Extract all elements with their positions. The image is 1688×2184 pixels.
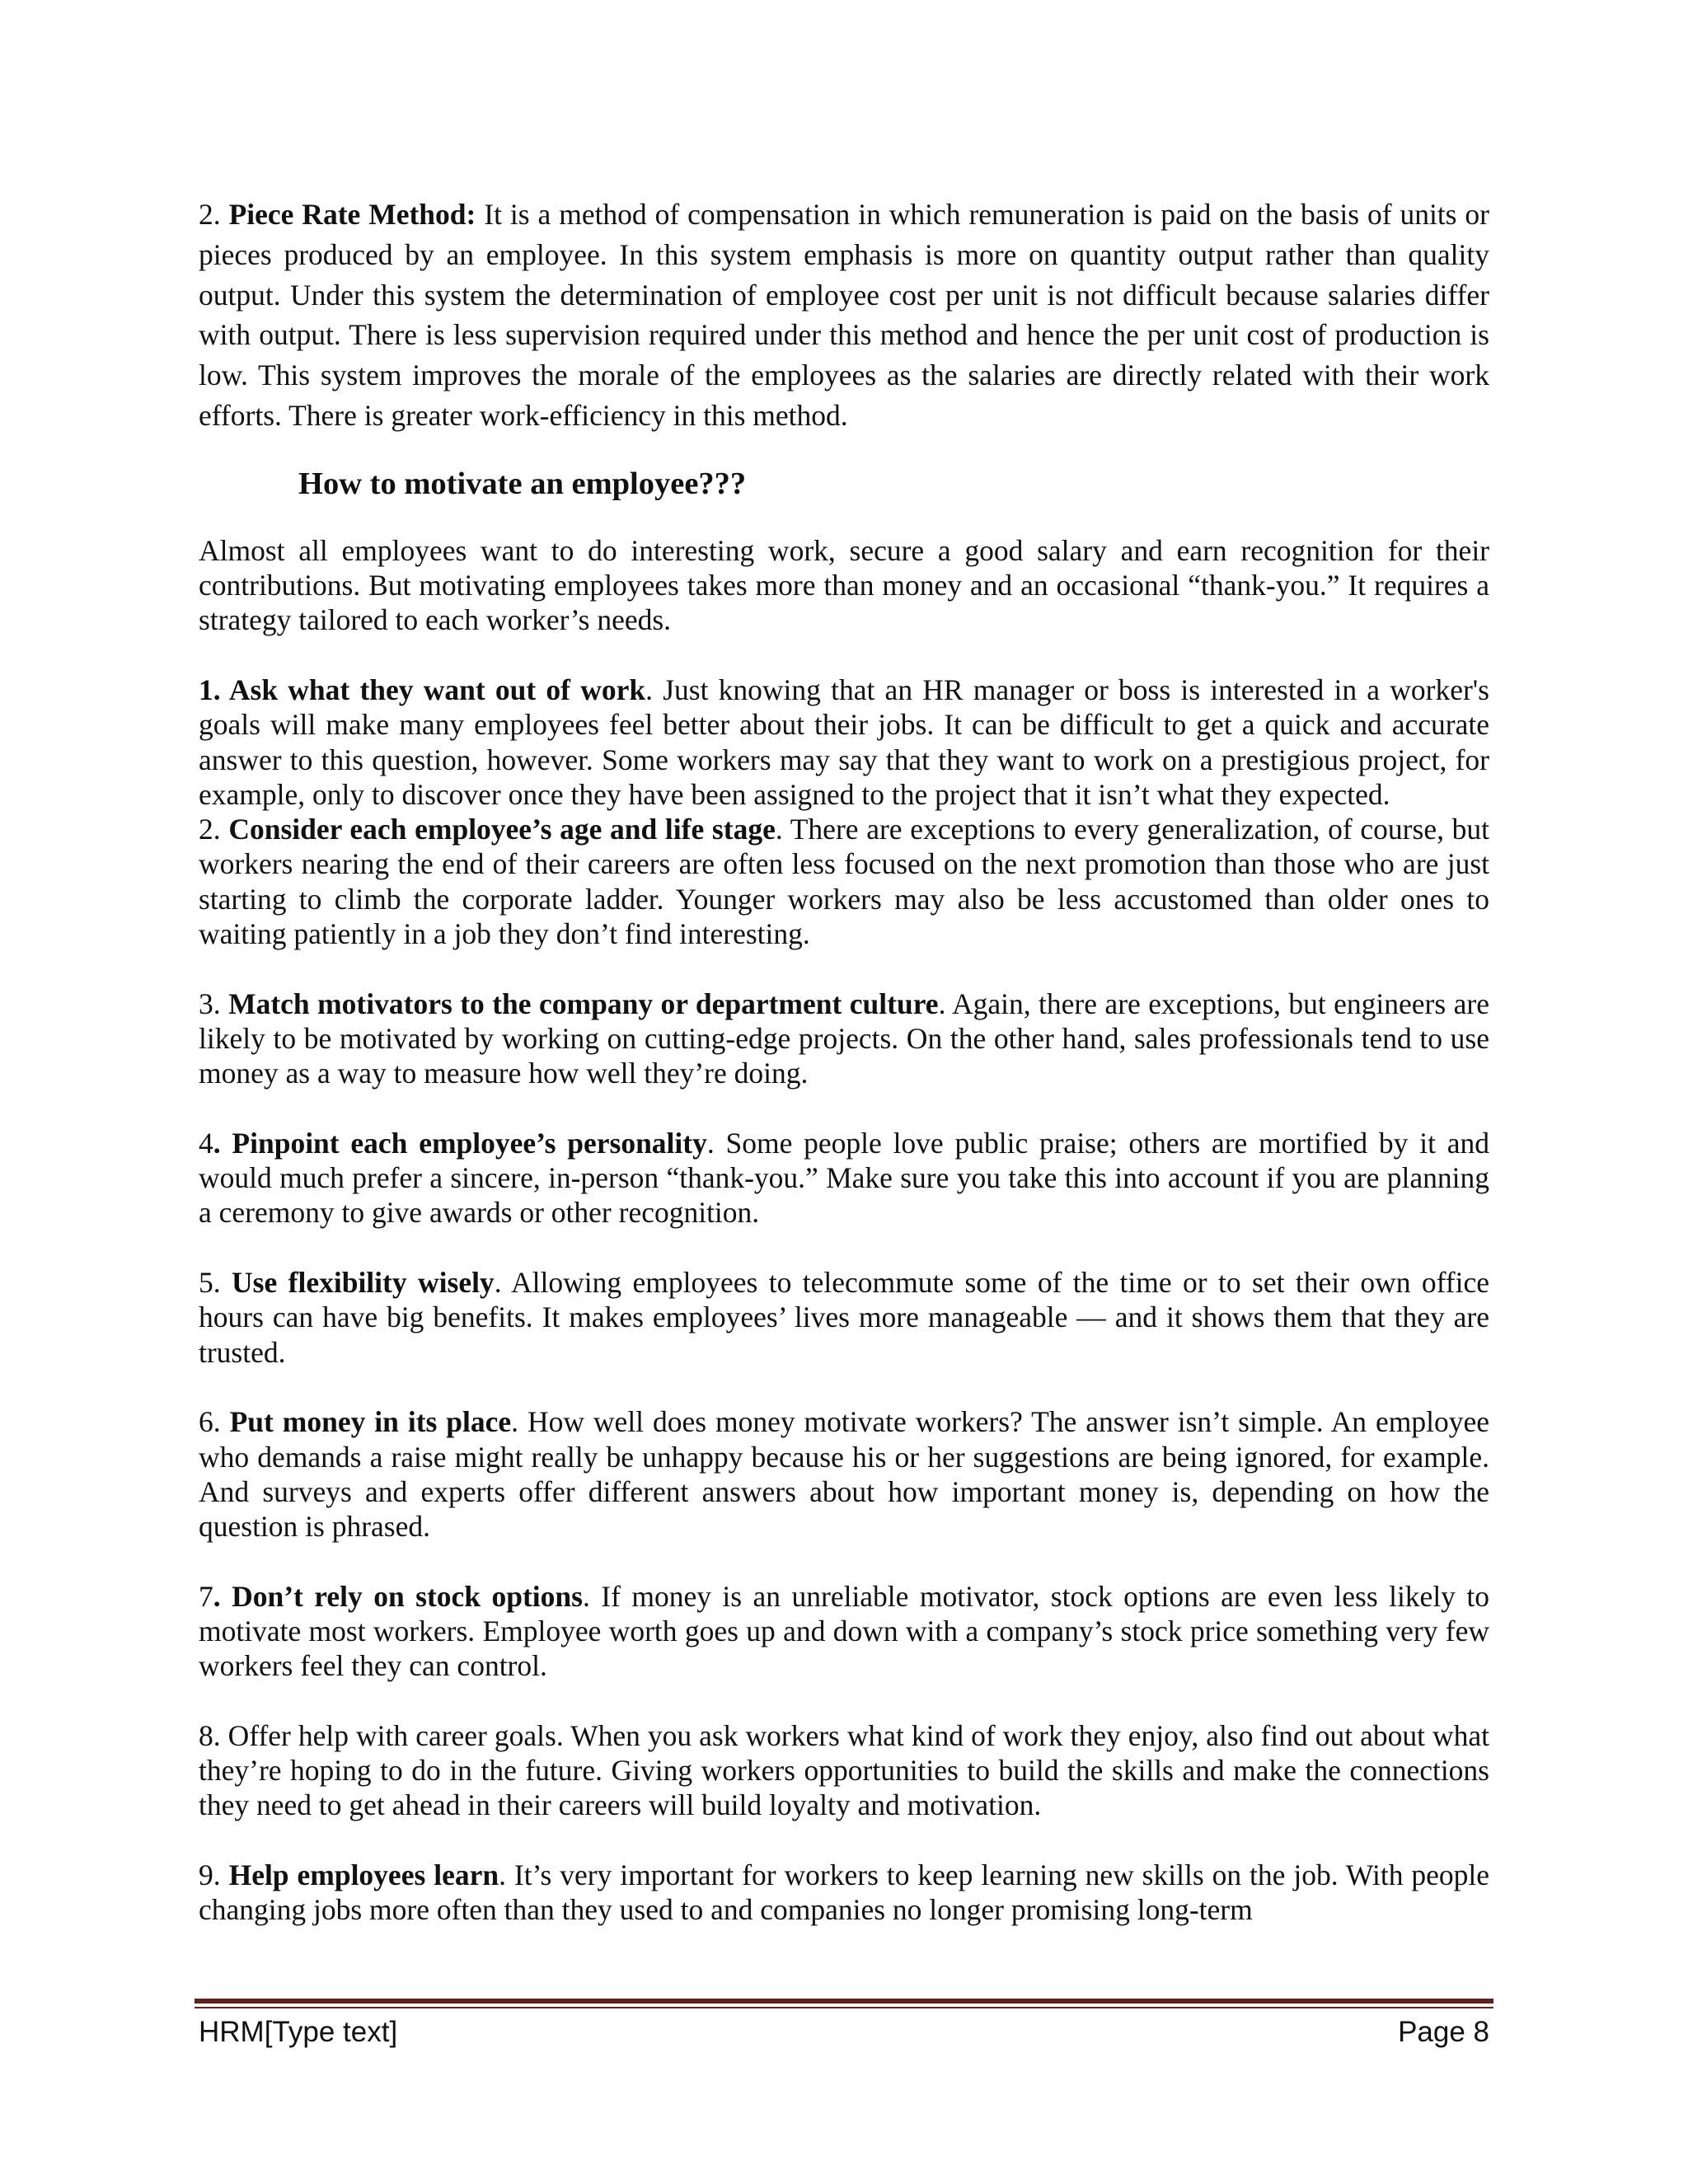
page-body	[199, 194, 1489, 1928]
piece-rate-paragraph	[199, 194, 1489, 436]
tip-paragraph-4: 4. Pinpoint each employee’s personality. Some people love public praise; others are mortified by it and would much prefer a sincere, in-person “thank-you.” Make sure you take this into account if you are planning a ceremony to give awards or other recognition.	[199, 1126, 1489, 1230]
footer-rule-thin	[195, 2007, 1493, 2008]
piece-rate-text: It is a method of compensation in which remuneration is paid on the basis of units or pieces produced by an employee. In this system emphasis is more on quantity output rather than quality output. Under this system the determination of employee cost per unit is not difficult because salaries differ with output. There is less supervision required under this method and hence the per unit cost of production is low. This system improves the morale of the employees as the salaries are directly related with their work efforts. There is greater work-efficiency in this method.	[199, 198, 1489, 432]
tip-title-1: 1. Ask what they want out of work	[199, 673, 646, 706]
tip-title-7: . Don’t rely on stock options	[213, 1579, 583, 1613]
page-number: Page 8	[1398, 2016, 1489, 2048]
tip-paragraph-3: 3. Match motivators to the company or department culture. Again, there are exceptions, but engineers are likely to be motivated by working on cutting-edge projects. On the other hand, sales professionals tend to use money as a way to measure how well they’re doing.	[199, 987, 1489, 1090]
footer-left-text: HRM[Type text]	[199, 2016, 398, 2048]
tip-title-2: Consider each employee’s age and life stage	[228, 813, 776, 846]
tip-paragraph-6: 6. Put money in its place. How well does money motivate workers? The answer isn’t simple. An employee who demands a raise might really be unhappy because his or her suggestions are being ignored, for example. And surveys and experts offer different answers about how important money is, depending on how the question is phrased.	[199, 1405, 1489, 1544]
tip-title-6: Put money in its place	[229, 1405, 512, 1439]
tip-title-3: Match motivators to the company or department culture	[228, 987, 939, 1020]
tip-paragraph-8: 8. Offer help with career goals. When you ask workers what kind of work they enjoy, also find out about what they’re hoping to do in the future. Giving workers opportunities to build the skills and make the connections they need to get ahead in their careers will build loyalty and motivation.	[199, 1718, 1489, 1822]
tip-paragraph-7: 7. Don’t rely on stock options. If money is an unreliable motivator, stock options are even less likely to motivate most workers. Employee worth goes up and down with a company’s stock price something very few workers feel they can control.	[199, 1579, 1489, 1683]
tip-paragraph-2: 2. Consider each employee’s age and life stage. There are exceptions to every generalization, of course, but workers nearing the end of their careers are often less focused on the next promotion than those who are just starting to climb the corporate ladder. Younger workers may also be less accustomed than older ones to waiting patiently in a job they don’t find interesting.	[199, 813, 1489, 951]
piece-rate-title: Piece Rate Method:	[228, 198, 476, 231]
footer-rule	[195, 1999, 1493, 2004]
tip-paragraph-9: 9. Help employees learn. It’s very important for workers to keep learning new skills on the job. With people changing jobs more often than they used to and companies no longer promising long-term	[199, 1858, 1490, 1927]
tip-title-9: Help employees learn	[228, 1858, 499, 1892]
section-heading: How to motivate an employee???	[298, 466, 747, 501]
tip-paragraph-1: 1. Ask what they want out of work. Just knowing that an HR manager or boss is interested in a worker's goals will make many employees feel better about their jobs. It can be difficult to get a quick and accurate answer to this question, however. Some workers may say that they want to work on a prestigious project, for example, only to discover once they have been assigned to the project that it isn’t what they expected.	[199, 673, 1489, 811]
tip-title-4: . Pinpoint each employee’s personality	[213, 1126, 707, 1160]
tip-paragraph-5: 5. Use flexibility wisely. Allowing employees to telecommute some of the time or to set their own office hours can have big benefits. It makes employees’ lives more manageable — and it shows them that they are trusted.	[199, 1266, 1489, 1369]
intro-paragraph: Almost all employees want to do interesting work, secure a good salary and earn recognition for their contributions. But motivating employees takes more than money and an occasional “thank-you.” It requires a strategy tailored to each worker’s needs.	[199, 533, 1489, 637]
tip-title-5: Use flexibility wisely	[232, 1266, 495, 1300]
piece-rate-number: 2.	[199, 198, 229, 231]
